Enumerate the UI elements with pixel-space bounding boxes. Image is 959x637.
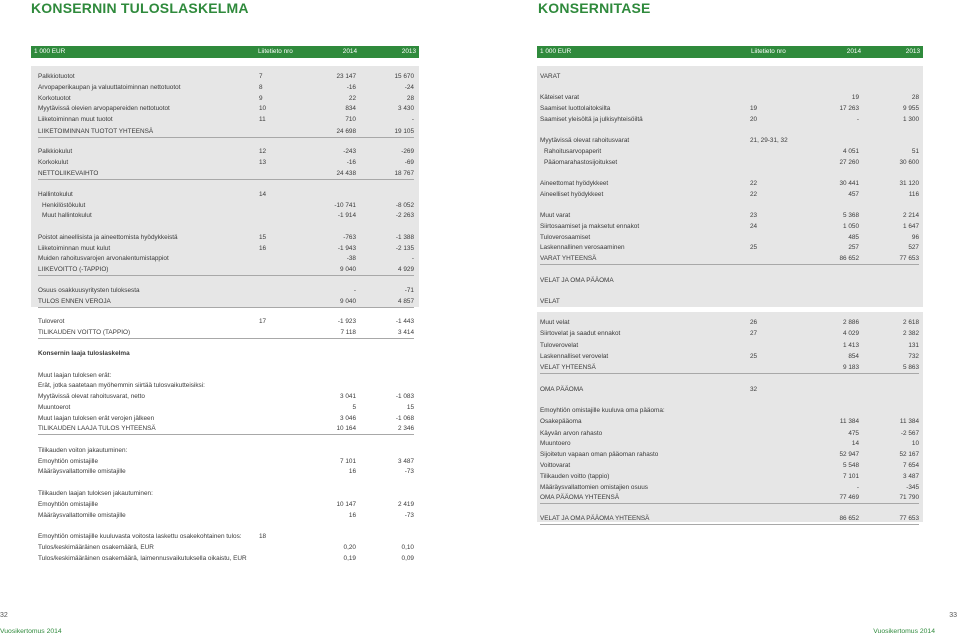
value-2013: 15 670 xyxy=(394,73,414,80)
table-row xyxy=(38,349,414,359)
value-2014: -1 923 xyxy=(337,318,356,325)
row-label: LIIKEVOITTO (-TAPPIO) xyxy=(38,266,109,273)
value-2013: 0,10 xyxy=(401,544,414,551)
value-2014: -16 xyxy=(346,159,356,166)
row-label: Tilikauden voiton jakautuminen: xyxy=(38,447,128,454)
value-2014: 23 147 xyxy=(336,73,356,80)
table-row xyxy=(540,104,919,114)
value-2014: - xyxy=(353,287,356,294)
value-2014: 9 040 xyxy=(340,266,356,273)
row-label: Muut hallintokulut xyxy=(42,212,92,219)
table-row xyxy=(540,276,919,286)
value-2013: 52 167 xyxy=(899,451,919,458)
value-2013: -1 068 xyxy=(395,415,414,422)
note-number: 19 xyxy=(750,105,758,112)
table-row xyxy=(38,457,414,467)
year-2013-header: 2013 xyxy=(905,48,920,55)
value-2014: 16 xyxy=(348,468,356,475)
value-2013: 28 xyxy=(911,94,919,101)
note-number: 12 xyxy=(259,148,267,155)
table-row xyxy=(540,406,919,416)
table-row xyxy=(540,439,919,449)
value-2013: 3 430 xyxy=(398,105,414,112)
value-2013: -2 135 xyxy=(395,245,414,252)
value-2014: 3 046 xyxy=(340,415,356,422)
row-label: Määräysvallattomille omistajille xyxy=(38,512,126,519)
note-number: 24 xyxy=(750,223,758,230)
value-2014: 5 548 xyxy=(843,462,859,469)
value-2014: 86 652 xyxy=(839,255,859,262)
row-label: TILIKAUDEN LAAJA TULOS YHTEENSÄ xyxy=(38,425,156,432)
table-row xyxy=(540,318,919,328)
table-row xyxy=(38,543,414,553)
row-label: Myytävissä olevat rahoitusvarat xyxy=(540,137,630,144)
table-row xyxy=(540,243,919,253)
footer-text-right: Vuosikertomus 2014 xyxy=(873,628,935,635)
row-label: OMA PÄÄOMA YHTEENSÄ xyxy=(540,494,620,501)
row-label: Tulos/keskimääräinen osakemäärä, laimennusvaikutuksella oikaistu, EUR xyxy=(38,555,247,562)
value-2013: 0,09 xyxy=(401,555,414,562)
value-2014: 19 xyxy=(851,94,859,101)
value-2014: 0,20 xyxy=(343,544,356,551)
value-2013: 96 xyxy=(911,234,919,241)
note-column-header: Liitetieto nro xyxy=(751,48,786,55)
value-2014: 710 xyxy=(345,116,356,123)
table-row xyxy=(540,72,919,82)
row-label: Palkkiotuotot xyxy=(38,73,75,80)
value-2013: - xyxy=(411,255,414,262)
value-2014: -763 xyxy=(343,234,356,241)
income-statement-header xyxy=(31,46,419,58)
table-row xyxy=(540,450,919,460)
row-label: VARAT xyxy=(540,73,561,80)
value-2014: 24 438 xyxy=(336,170,356,177)
value-2013: -345 xyxy=(906,484,919,491)
value-2013: -69 xyxy=(404,159,414,166)
row-label: Tulos/keskimääräinen osakemäärä, EUR xyxy=(38,544,154,551)
row-label: Käteiset varat xyxy=(540,94,580,101)
value-2014: 16 xyxy=(348,512,356,519)
value-2014: 2 886 xyxy=(843,319,859,326)
table-row xyxy=(38,104,414,114)
value-2014: 30 441 xyxy=(839,180,859,187)
note-number: 22 xyxy=(750,180,758,187)
table-row xyxy=(540,329,919,339)
note-number: 10 xyxy=(259,105,267,112)
value-2014: 0,19 xyxy=(343,555,356,562)
note-number: 18 xyxy=(259,533,267,540)
row-label: NETTOLIIKEVAIHTO xyxy=(38,170,99,177)
value-2013: 15 xyxy=(406,404,414,411)
value-2014: 1 413 xyxy=(843,342,859,349)
value-2014: 7 101 xyxy=(340,458,356,465)
row-label: Erät, jotka saatetaan myöhemmin siirtää tulosvaikutteisiksi: xyxy=(38,382,205,389)
row-label: Määräysvallattomien omistajien osuus xyxy=(540,484,648,491)
value-2013: 116 xyxy=(908,191,919,198)
row-label: Hallintokulut xyxy=(38,191,73,198)
table-row xyxy=(38,233,414,243)
table-row xyxy=(38,115,414,125)
row-label: Tuloverot xyxy=(38,318,65,325)
year-2013-header: 2013 xyxy=(401,48,416,55)
row-label: Muut velat xyxy=(540,319,570,326)
note-number: 15 xyxy=(259,234,267,241)
value-2013: 3 414 xyxy=(398,329,414,336)
value-2013: 5 863 xyxy=(903,364,919,371)
value-2014: 457 xyxy=(848,191,859,198)
row-label: VELAT JA OMA PÄÄOMA xyxy=(540,277,614,284)
value-2014: -10 741 xyxy=(334,202,356,209)
value-2013: 11 384 xyxy=(899,418,919,425)
table-row xyxy=(38,297,414,308)
row-label: Aineettomat hyödykkeet xyxy=(540,180,609,187)
value-2014: 7 101 xyxy=(843,473,859,480)
value-2014: 10 164 xyxy=(336,425,356,432)
row-label: Muiden rahoitusvarojen arvonalentumistappiot xyxy=(38,255,169,262)
value-2014: 1 050 xyxy=(843,223,859,230)
row-label: Tilikauden laajan tuloksen jakautuminen: xyxy=(38,490,153,497)
value-2013: 2 382 xyxy=(903,330,919,337)
page-number-right: 33 xyxy=(949,612,957,619)
value-2014: 5 368 xyxy=(843,212,859,219)
value-2013: 30 600 xyxy=(899,159,919,166)
value-2013: 4 857 xyxy=(398,298,414,305)
row-label: Käyvän arvon rahasto xyxy=(540,430,603,437)
row-label: Myytävissä olevat rahoitusvarat, netto xyxy=(38,393,145,400)
table-row xyxy=(540,147,919,157)
note-number: 25 xyxy=(750,244,758,251)
value-2014: 27 260 xyxy=(839,159,859,166)
year-2014-header: 2014 xyxy=(342,48,357,55)
row-label: Tuloverovelat xyxy=(540,342,579,349)
row-label: Siirtosaamiset ja maksetut ennakot xyxy=(540,223,640,230)
table-row xyxy=(540,472,919,482)
value-2014: 9 040 xyxy=(340,298,356,305)
note-number: 9 xyxy=(259,95,263,102)
row-label: Muut laajan tuloksen erät: xyxy=(38,372,112,379)
value-2013: 77 653 xyxy=(899,515,919,522)
row-label: LIIKETOIMINNAN TUOTOT YHTEENSÄ xyxy=(38,128,154,135)
row-label: Arvopaperikaupan ja valuuttatoiminnan nettotuotot xyxy=(38,84,181,91)
row-label: Laskennallinen verosaaminen xyxy=(540,244,625,251)
value-2013: 51 xyxy=(911,148,919,155)
value-2014: - xyxy=(856,484,859,491)
value-2013: 71 790 xyxy=(899,494,919,501)
table-row xyxy=(540,429,919,439)
value-2013: -2 263 xyxy=(395,212,414,219)
row-label: VELAT YHTEENSÄ xyxy=(540,364,596,371)
value-2013: 2 346 xyxy=(398,425,414,432)
row-label: Aineelliset hyödykkeet xyxy=(540,191,604,198)
value-2013: -73 xyxy=(404,512,414,519)
unit-label: 1 000 EUR xyxy=(34,48,66,55)
value-2014: -16 xyxy=(346,84,356,91)
row-label: Emoyhtiön omistajille kuuluvasta voitosta laskettu osakekohtainen tulos: xyxy=(38,533,242,540)
table-row xyxy=(540,363,919,374)
table-row xyxy=(540,158,919,168)
value-2014: 854 xyxy=(848,353,859,360)
table-row xyxy=(38,158,414,168)
value-2014: 4 029 xyxy=(843,330,859,337)
table-row xyxy=(540,211,919,221)
table-row xyxy=(38,286,414,296)
table-row xyxy=(540,93,919,103)
table-row xyxy=(38,169,414,180)
value-2013: -1 443 xyxy=(395,318,414,325)
table-row xyxy=(38,381,414,391)
row-label: TILIKAUDEN VOITTO (TAPPIO) xyxy=(38,329,131,336)
value-2013: -24 xyxy=(404,84,414,91)
table-row xyxy=(38,127,414,138)
row-label: Konsernin laaja tuloslaskelma xyxy=(38,350,130,357)
value-2013: 732 xyxy=(908,353,919,360)
value-2013: -73 xyxy=(404,468,414,475)
row-label: Muuntoerot xyxy=(38,404,71,411)
row-label: OMA PÄÄOMA xyxy=(540,386,584,393)
note-number: 11 xyxy=(259,116,266,123)
table-row xyxy=(38,511,414,521)
table-row xyxy=(540,483,919,493)
value-2014: -1 943 xyxy=(337,245,356,252)
table-row xyxy=(38,254,414,264)
row-label: TULOS ENNEN VEROJA xyxy=(38,298,111,305)
value-2014: -38 xyxy=(346,255,356,262)
value-2014: 834 xyxy=(345,105,356,112)
table-row xyxy=(38,500,414,510)
row-label: Osuus osakkuusyritysten tuloksesta xyxy=(38,287,140,294)
table-row xyxy=(540,136,919,146)
table-row xyxy=(540,179,919,189)
note-number: 7 xyxy=(259,73,263,80)
note-number: 14 xyxy=(259,191,267,198)
table-row xyxy=(540,493,919,504)
note-number: 25 xyxy=(750,353,758,360)
row-label: Palkkiokulut xyxy=(38,148,73,155)
row-label: Siirtovelat ja saadut ennakot xyxy=(540,330,621,337)
value-2013: 9 955 xyxy=(903,105,919,112)
row-label: Myytävissä olevien arvopapereiden nettotuotot xyxy=(38,105,170,112)
table-row xyxy=(38,328,414,339)
row-label: Määräysvallattomille omistajille xyxy=(38,468,126,475)
note-number: 27 xyxy=(750,330,758,337)
row-label: Pääomarahastosijoitukset xyxy=(544,159,618,166)
value-2014: 22 xyxy=(348,95,356,102)
table-row xyxy=(38,467,414,477)
row-label: Tilikauden voitto (tappio) xyxy=(540,473,610,480)
value-2014: 11 384 xyxy=(839,418,859,425)
value-2013: 3 487 xyxy=(903,473,919,480)
footer-text-left: Vuosikertomus 2014 xyxy=(0,628,62,635)
table-row xyxy=(38,532,414,542)
value-2013: 3 487 xyxy=(398,458,414,465)
row-label: Emoyhtiön omistajille xyxy=(38,458,99,465)
table-row xyxy=(540,190,919,200)
value-2014: 485 xyxy=(848,234,859,241)
value-2014: 257 xyxy=(848,244,859,251)
table-row xyxy=(38,211,414,221)
value-2014: - xyxy=(856,116,859,123)
row-label: VELAT xyxy=(540,298,560,305)
value-2013: 31 120 xyxy=(899,180,919,187)
note-number: 23 xyxy=(750,212,758,219)
row-label: Emoyhtiön omistajille kuuluva oma pääoma: xyxy=(540,407,665,414)
note-number: 22 xyxy=(750,191,758,198)
value-2014: 10 147 xyxy=(336,501,356,508)
value-2014: 9 183 xyxy=(843,364,859,371)
table-row xyxy=(38,244,414,254)
table-row xyxy=(38,201,414,211)
row-label: Poistot aineellisista ja aineettomista hyödykkeistä xyxy=(38,234,178,241)
note-number: 17 xyxy=(259,318,267,325)
unit-label: 1 000 EUR xyxy=(540,48,572,55)
table-row xyxy=(38,265,414,276)
table-row xyxy=(540,254,919,265)
row-label: Korkotuotot xyxy=(38,95,71,102)
table-row xyxy=(38,403,414,413)
row-label: Korkokulut xyxy=(38,159,69,166)
value-2014: 52 947 xyxy=(839,451,859,458)
row-label: Voittovarat xyxy=(540,462,571,469)
row-label: Tuloverosaamiset xyxy=(540,234,591,241)
page-number-left: 32 xyxy=(0,612,8,619)
value-2014: 86 652 xyxy=(839,515,859,522)
value-2013: 2 419 xyxy=(398,501,414,508)
table-row xyxy=(540,514,919,525)
value-2013: 2 618 xyxy=(903,319,919,326)
row-label: Laskennalliset verovelat xyxy=(540,353,609,360)
value-2013: -1 388 xyxy=(395,234,414,241)
table-row xyxy=(540,461,919,471)
value-2013: -8 052 xyxy=(395,202,414,209)
row-label: Liiketoiminnan muut kulut xyxy=(38,245,111,252)
value-2013: - xyxy=(411,116,414,123)
year-2014-header: 2014 xyxy=(846,48,861,55)
row-label: Osakepääoma xyxy=(540,418,582,425)
table-row xyxy=(38,190,414,200)
row-label: Muut varat xyxy=(540,212,571,219)
note-number: 21, 29-31, 32 xyxy=(750,137,788,144)
row-label: Saamiset yleisöltä ja julkisyhteisöiltä xyxy=(540,116,643,123)
value-2014: 5 xyxy=(352,404,356,411)
row-label: Sijoitetun vapaan oman pääoman rahasto xyxy=(540,451,659,458)
value-2013: 18 767 xyxy=(394,170,414,177)
row-label: Liiketoiminnan muut tuotot xyxy=(38,116,113,123)
note-number: 20 xyxy=(750,116,758,123)
balance-sheet-title: KONSERNITASE xyxy=(538,0,651,16)
value-2013: -2 567 xyxy=(900,430,919,437)
value-2014: 17 263 xyxy=(839,105,859,112)
balance-sheet-header xyxy=(537,46,923,58)
value-2013: 2 214 xyxy=(903,212,919,219)
table-row xyxy=(38,72,414,82)
value-2014: 3 041 xyxy=(340,393,356,400)
value-2013: -1 083 xyxy=(395,393,414,400)
value-2014: 475 xyxy=(848,430,859,437)
value-2013: 19 105 xyxy=(394,128,414,135)
value-2014: -243 xyxy=(343,148,356,155)
note-number: 32 xyxy=(750,386,758,393)
value-2014: 7 118 xyxy=(340,329,356,336)
table-row xyxy=(38,94,414,104)
row-label: Emoyhtiön omistajille xyxy=(38,501,99,508)
table-row xyxy=(38,392,414,402)
table-row xyxy=(38,446,414,456)
value-2013: -269 xyxy=(401,148,414,155)
table-row xyxy=(38,414,414,424)
row-label: Saamiset luottolaitoksilta xyxy=(540,105,611,112)
value-2013: 77 653 xyxy=(899,255,919,262)
value-2013: 1 300 xyxy=(903,116,919,123)
value-2013: 7 654 xyxy=(903,462,919,469)
row-label: Henkilöstökulut xyxy=(42,202,86,209)
table-row xyxy=(540,385,919,395)
value-2013: -71 xyxy=(404,287,414,294)
row-label: VELAT JA OMA PÄÄOMA YHTEENSÄ xyxy=(540,515,650,522)
value-2013: 10 xyxy=(911,440,919,447)
note-number: 16 xyxy=(259,245,267,252)
note-column-header: Liitetieto nro xyxy=(258,48,293,55)
table-row xyxy=(38,424,414,435)
table-row xyxy=(38,317,414,327)
table-row xyxy=(38,554,414,564)
table-row xyxy=(540,341,919,351)
table-row xyxy=(540,417,919,427)
value-2013: 28 xyxy=(406,95,414,102)
row-label: Muuntoero xyxy=(540,440,571,447)
table-row xyxy=(540,352,919,362)
table-row xyxy=(38,371,414,381)
value-2014: 77 469 xyxy=(839,494,859,501)
value-2013: 4 929 xyxy=(398,266,414,273)
value-2013: 131 xyxy=(908,342,919,349)
value-2014: 24 698 xyxy=(336,128,356,135)
table-row xyxy=(540,297,919,307)
note-number: 13 xyxy=(259,159,267,166)
table-row xyxy=(38,489,414,499)
value-2014: 4 051 xyxy=(843,148,859,155)
row-label: Rahoitusarvopaperit xyxy=(544,148,602,155)
value-2014: 14 xyxy=(851,440,859,447)
row-label: VARAT YHTEENSÄ xyxy=(540,255,597,262)
table-row xyxy=(540,233,919,243)
income-statement-title: KONSERNIN TULOSLASKELMA xyxy=(31,0,249,16)
value-2013: 1 647 xyxy=(903,223,919,230)
note-number: 8 xyxy=(259,84,263,91)
row-label: Muut laajan tuloksen erät verojen jälkeen xyxy=(38,415,155,422)
table-row xyxy=(38,147,414,157)
note-number: 26 xyxy=(750,319,758,326)
value-2013: 527 xyxy=(908,244,919,251)
table-row xyxy=(540,115,919,125)
table-row xyxy=(38,83,414,93)
table-row xyxy=(540,222,919,232)
value-2014: -1 914 xyxy=(337,212,356,219)
